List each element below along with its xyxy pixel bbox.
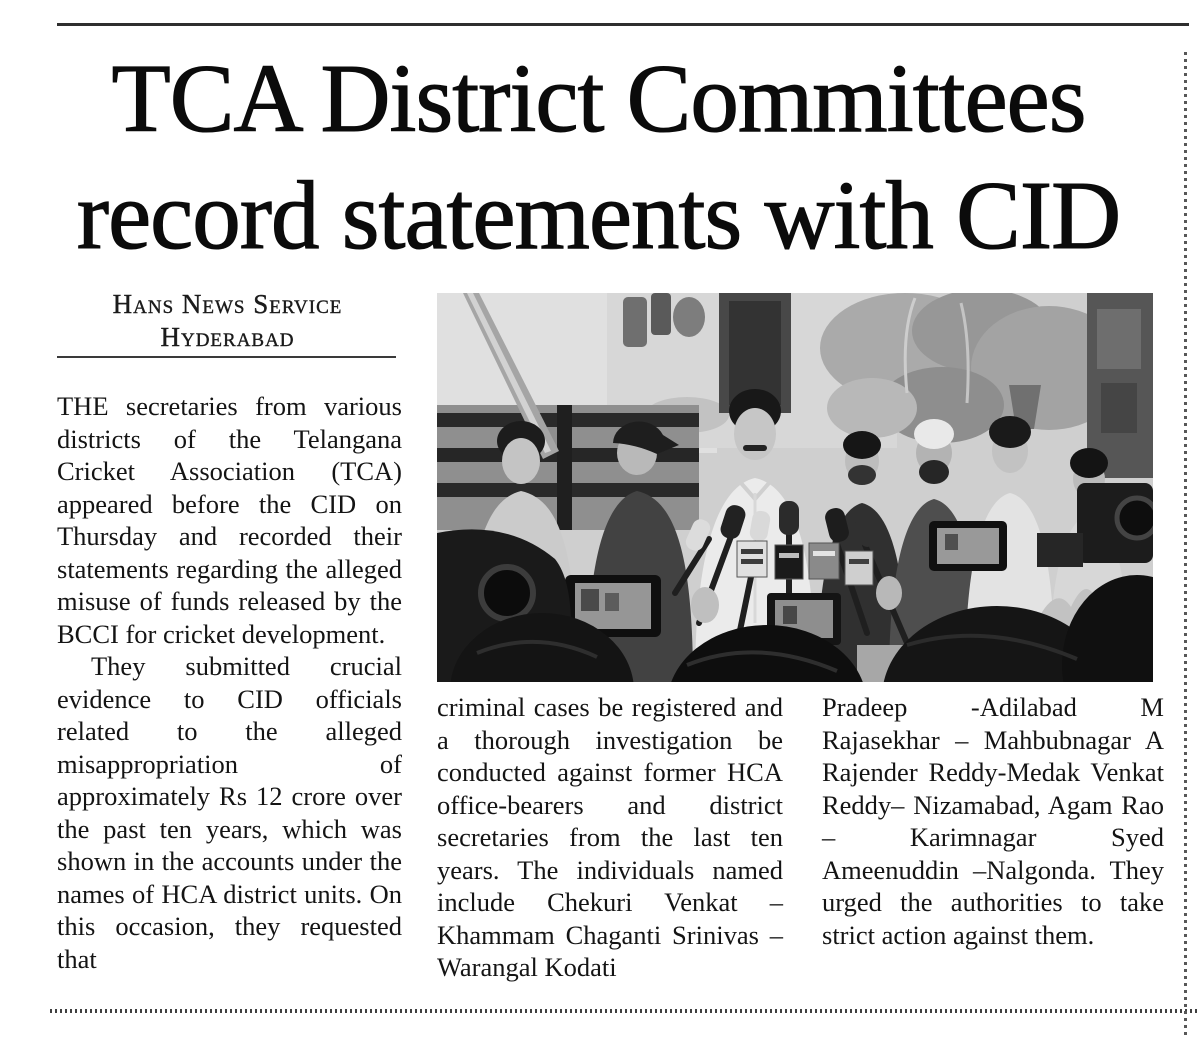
paragraph-2: They submitted crucial evidence to CID officials related to the alleged misappropriation of approximately Rs 12 crore over the past ten years, which was shown in the accounts under the names of HCA district units. On this occasion, they requested that — [57, 651, 402, 974]
headline-line-2: record statements with CID — [76, 162, 1121, 269]
headline-line-1: TCA District Committees — [111, 45, 1086, 152]
bottom-dotted-divider — [50, 1009, 1197, 1013]
byline-agency: Hans News Service — [112, 289, 343, 319]
press-conference-photo-art — [437, 293, 1153, 682]
paragraph-1: THE secretaries from various districts of the Telangana Cricket Association (TCA) appeared before the CID on Thursday and recorded their statements regarding the alleged misuse of funds released by the BCCI for cricket development. — [57, 391, 402, 649]
byline-city: Hyderabad — [160, 322, 295, 352]
press-conference-photo — [437, 293, 1153, 682]
top-rule — [57, 23, 1189, 26]
paragraph-4: Pradeep -Adilabad M Rajasekhar – Mahbubnagar A Rajender Reddy-Medak Venkat Reddy– Nizamabad, Agam Rao – Karimnagar Syed Ameenuddin –Nalgonda. They urged the authorities to take strict action against them. — [822, 692, 1164, 950]
byline — [57, 288, 398, 354]
article-column-3 — [822, 691, 1164, 951]
byline-divider — [57, 356, 396, 358]
headline — [0, 40, 1197, 274]
paragraph-3: criminal cases be registered and a thorough investigation be conducted against former HCA office-bearers and district secretaries from the last ten years. The individuals named include Chekuri Venkat – Khammam Chaganti Srinivas – Warangal Kodati — [437, 692, 783, 982]
right-dotted-divider — [1184, 52, 1187, 1037]
article-column-1 — [57, 390, 402, 975]
article-column-2 — [437, 691, 783, 984]
